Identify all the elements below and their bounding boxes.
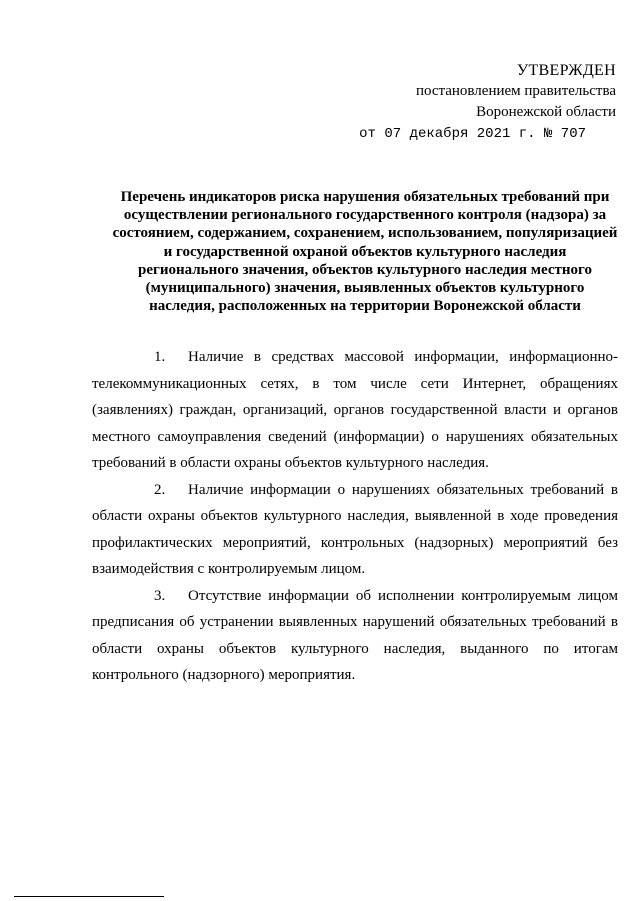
approval-line-1: постановлением правительства: [415, 83, 616, 99]
list-item: [92, 477, 618, 583]
approval-line-2: Воронежской области: [476, 104, 616, 120]
document-title: Перечень индикаторов риска нарушения обязательных требований при осуществлении регионального государственного контроля (надзора) за состоянием, содержанием, сохранением, использованием, популяризацией и государственной охраной объектов культурного наследия регионального значения, объектов культурного наследия местного (муниципального) значения, выявленных объектов культурного наследия, расположенных на территории Воронежской области: [112, 189, 618, 315]
approval-block: [286, 60, 616, 145]
item-number: 3.: [154, 587, 166, 604]
approval-date: от 07 декабря 2021 г. № 707: [359, 126, 586, 142]
item-number: 2.: [154, 481, 166, 498]
footnote-divider: [14, 896, 164, 897]
item-text: Отсутствие информации об исполнении контролируемым лицом предписания об устранении выявленных нарушений обязательных требований в области охраны объектов культурного наследия, выданного по итогам контрольного (надзорного) мероприятия.: [92, 587, 618, 683]
item-number: 1.: [154, 349, 166, 365]
approval-title: УТВЕРЖДЕН: [516, 62, 616, 79]
item-text: Наличие в средствах массовой информации, информационно-телекоммуникационных сетях, в том числе сети Интернет, обращениях (заявлениях) граждан, организаций, органов государственной власти и органов местного самоуправления сведений (информации) о нарушениях обязательных требований в области охраны объектов культурного наследия.: [92, 349, 618, 471]
list-item: [92, 583, 618, 689]
item-text: Наличие информации о нарушениях обязательных требований в области охраны объектов культурного наследия, выявленной в ходе проведения профилактических мероприятий, контрольных (надзорных) мероприятий без взаимодействия с контролируемым лицом.: [92, 481, 618, 577]
list-item: [92, 344, 618, 477]
items-list: [92, 344, 618, 689]
